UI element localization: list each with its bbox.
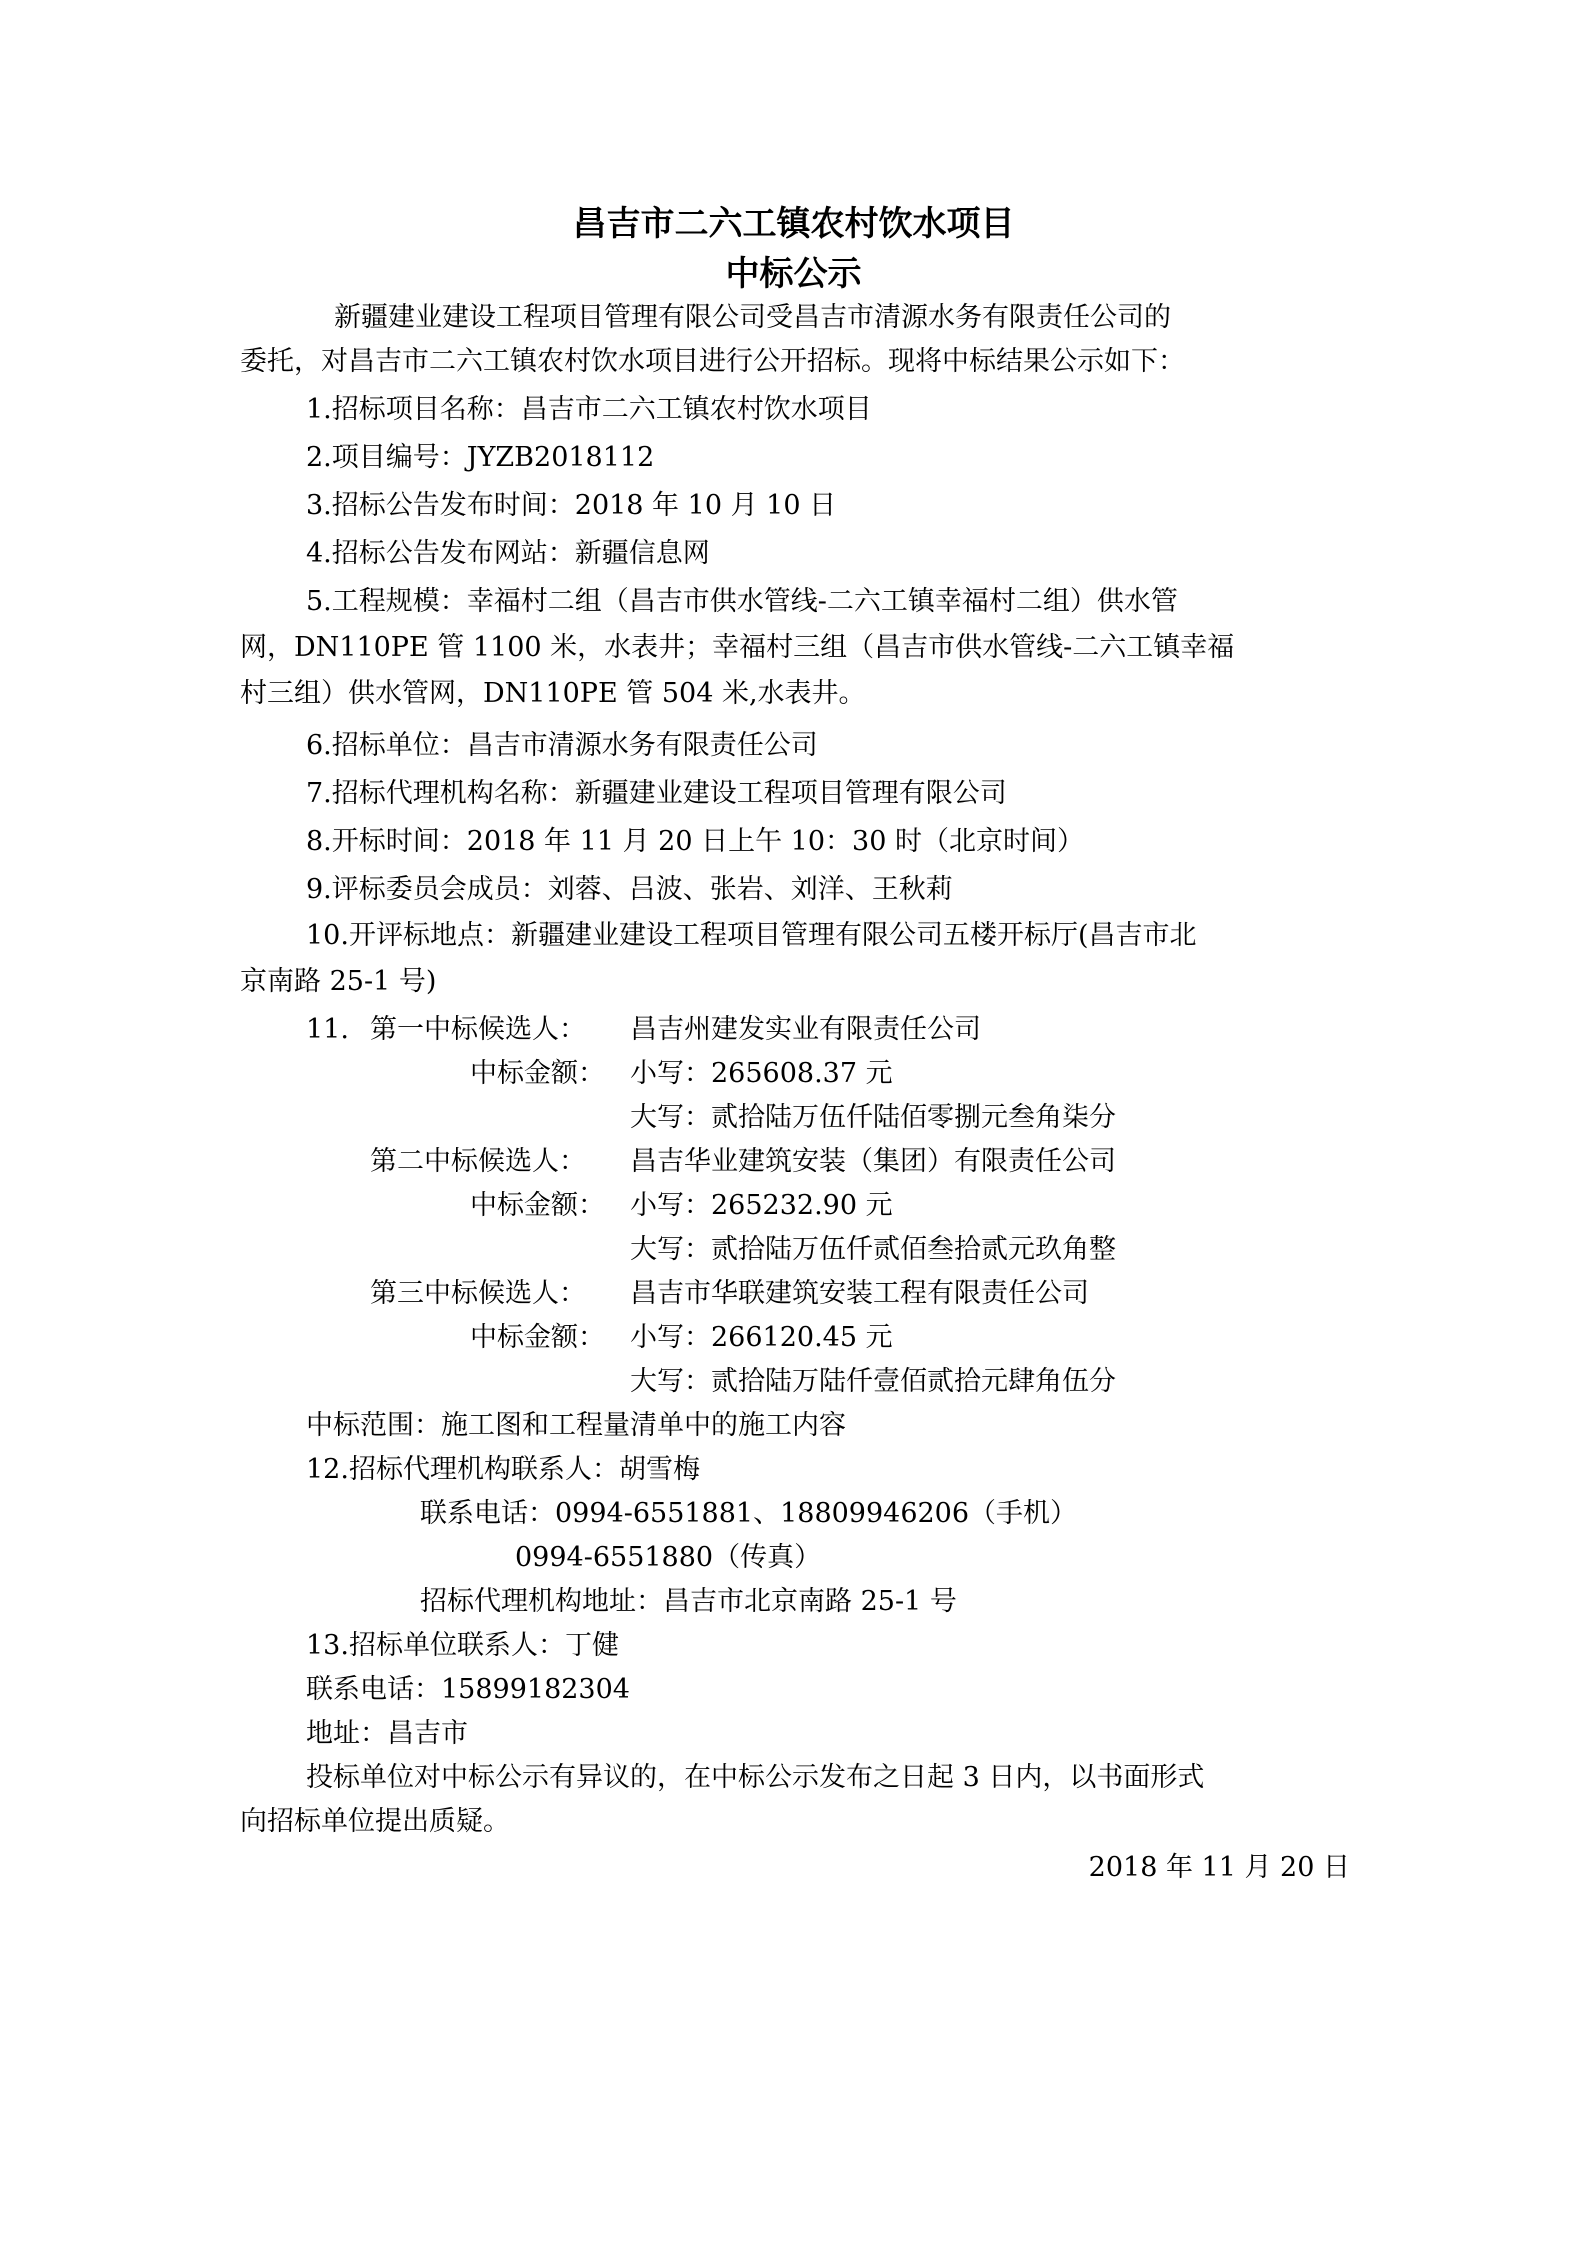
candidate-3-amount-small: 小写：266120.45 元 [630,1322,893,1353]
item-2: 2.项目编号：JYZB2018112 [306,442,655,473]
item-13: 13.招标单位联系人：丁健 [306,1630,619,1661]
candidate-3-label: 第三中标候选人： [370,1278,586,1309]
item-12: 12.招标代理机构联系人：胡雪梅 [306,1454,700,1485]
item-10-line-1: 10.开评标地点：新疆建业建设工程项目管理有限公司五楼开标厅(昌吉市北 [306,920,1197,951]
candidate-3-name: 昌吉市华联建筑安装工程有限责任公司 [630,1278,1089,1309]
item-7: 7.招标代理机构名称：新疆建业建设工程项目管理有限公司 [306,778,1007,809]
candidate-2-amount-small: 小写：265232.90 元 [630,1190,893,1221]
candidate-2-name: 昌吉华业建筑安装（集团）有限责任公司 [630,1146,1116,1177]
candidate-1-amount-label: 中标金额： [470,1058,605,1089]
intro-line-1: 新疆建业建设工程项目管理有限公司受昌吉市清源水务有限责任公司的 [334,302,1171,333]
document-date: 2018 年 11 月 20 日 [1088,1852,1350,1883]
document-title: 昌吉市二六工镇农村饮水项目 [572,204,1015,244]
objection-line-1: 投标单位对中标公示有异议的，在中标公示发布之日起 3 日内，以书面形式 [306,1762,1205,1793]
document-subtitle: 中标公示 [725,254,862,294]
item-8: 8.开标时间：2018 年 11 月 20 日上午 10：30 时（北京时间） [306,826,1084,857]
tenderer-phone: 联系电话：15899182304 [306,1674,630,1705]
item-5-line-2: 网，DN110PE 管 1100 米，水表井；幸福村三组（昌吉市供水管线-二六工镇幸福 [240,632,1235,663]
item-1: 1.招标项目名称：昌吉市二六工镇农村饮水项目 [306,394,872,425]
candidate-1-amount-big: 大写：贰拾陆万伍仟陆佰零捌元叁角柒分 [630,1102,1116,1133]
tenderer-address: 地址：昌吉市 [306,1718,468,1749]
item-6: 6.招标单位：昌吉市清源水务有限责任公司 [306,730,818,761]
candidate-3-amount-big: 大写：贰拾陆万陆仟壹佰贰拾元肆角伍分 [630,1366,1116,1397]
candidate-2-label: 第二中标候选人： [370,1146,586,1177]
objection-line-2: 向招标单位提出质疑。 [240,1806,510,1837]
candidate-3-amount-label: 中标金额： [470,1322,605,1353]
agent-fax: 0994-6551880（传真） [515,1542,822,1573]
bid-scope: 中标范围：施工图和工程量清单中的施工内容 [306,1410,846,1441]
candidate-1-label: 第一中标候选人： [370,1014,586,1045]
intro-line-2: 委托，对昌吉市二六工镇农村饮水项目进行公开招标。现将中标结果公示如下： [240,346,1185,377]
item-5-line-1: 5.工程规模：幸福村二组（昌吉市供水管线-二六工镇幸福村二组）供水管 [306,586,1178,617]
item-11-number: 11. [306,1014,349,1045]
candidate-1-name: 昌吉州建发实业有限责任公司 [630,1014,981,1045]
item-9: 9.评标委员会成员：刘蓉、吕波、张岩、刘洋、王秋莉 [306,874,953,905]
candidate-1-amount-small: 小写：265608.37 元 [630,1058,893,1089]
item-5-line-3: 村三组）供水管网，DN110PE 管 504 米,水表井。 [240,678,866,709]
agent-address: 招标代理机构地址：昌吉市北京南路 25-1 号 [420,1586,957,1617]
item-4: 4.招标公告发布网站：新疆信息网 [306,538,710,569]
item-10-line-2: 京南路 25-1 号) [240,966,437,997]
item-3: 3.招标公告发布时间：2018 年 10 月 10 日 [306,490,837,521]
agent-phone: 联系电话：0994-6551881、18809946206（手机） [420,1498,1078,1529]
candidate-2-amount-big: 大写：贰拾陆万伍仟贰佰叁拾贰元玖角整 [630,1234,1116,1265]
candidate-2-amount-label: 中标金额： [470,1190,605,1221]
